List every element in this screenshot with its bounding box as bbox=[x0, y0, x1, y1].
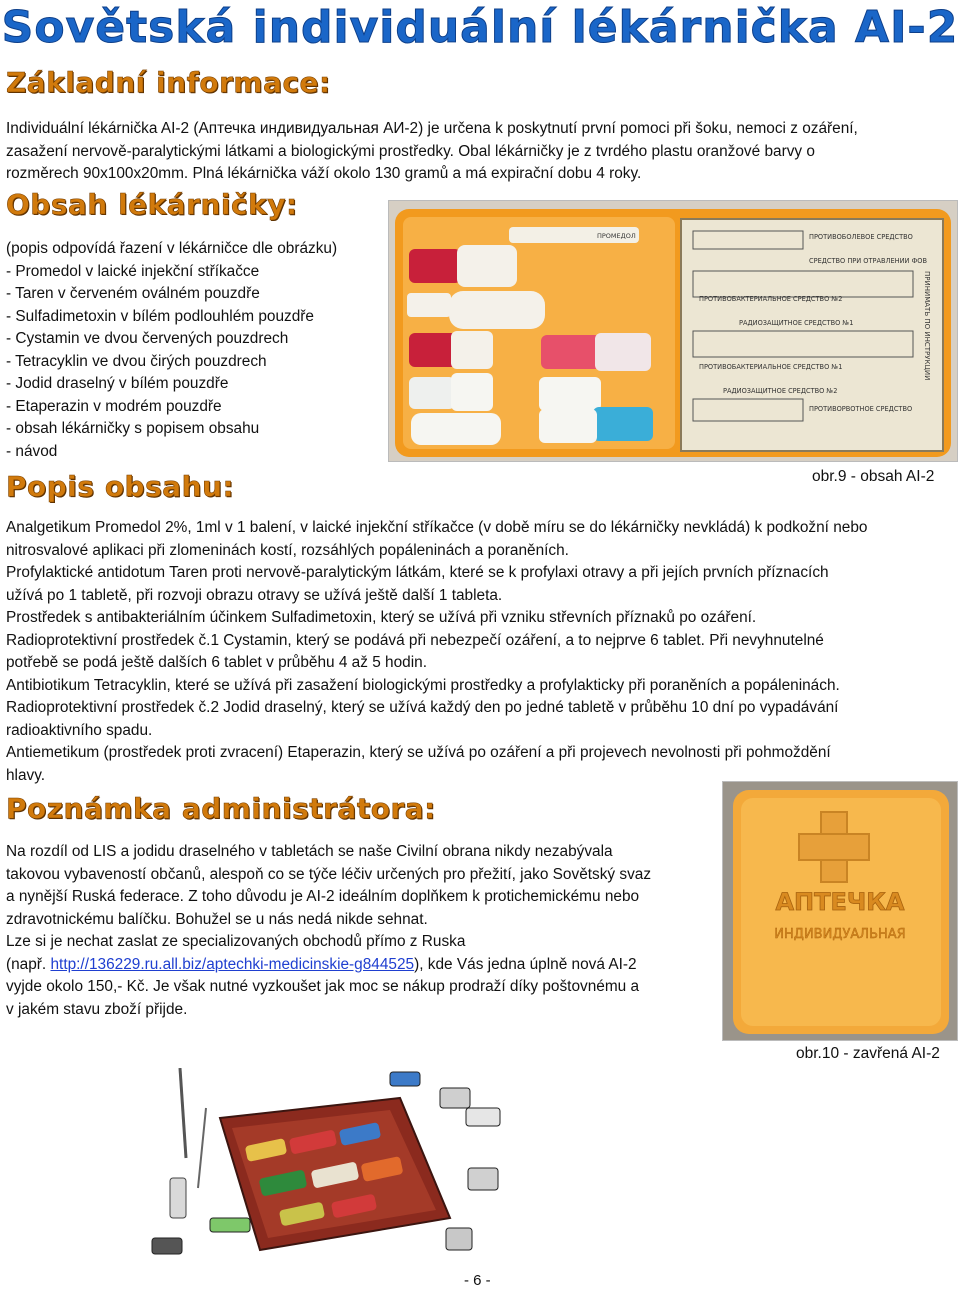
list-item: - obsah lékárničky s popisem obsahu bbox=[6, 420, 260, 437]
admin-line: v jakém stavu zboží přijde. bbox=[6, 1000, 188, 1018]
admin-link-line bbox=[6, 954, 711, 977]
card-label: ПРОТИВОРВОТНОЕ СРЕДСТВО bbox=[809, 405, 913, 413]
illustration-kit-contents bbox=[150, 1068, 520, 1260]
admin-line: takovou vybaveností občanů, alespoň co se týče léčiv určených pro přežití, jako Sovětský svaz bbox=[6, 865, 652, 883]
admin-line: Na rozdíl od LIS a jodidu draselného v tabletách se naše Civilní obrana nikdy nezabývala bbox=[6, 843, 613, 860]
photo-open-kit bbox=[388, 200, 958, 462]
description-line: Antibiotikum Tetracyklin, které se užívá při zasažení biologickými prostředky a profylakticky při poraněních a popáleninách. bbox=[6, 676, 840, 694]
description-line: Analgetikum Promedol 2%, 1ml v 1 balení, v laické injekční stříkačce (v době míru se do lékárničky nevkládá) k podkožní nebo bbox=[6, 519, 868, 536]
page-title: Sovětská individuální lékárnička AI-2 bbox=[1, 2, 959, 53]
admin-line: a nynější Ruská federace. Z toho důvodu je AI-2 ideálním doplňkem k protichemickému nebo bbox=[6, 888, 640, 905]
card-label: ПРОТИВОБОЛЕВОЕ СРЕДСТВО bbox=[809, 233, 913, 241]
list-item: - Cystamin ve dvou červených pouzdrech bbox=[6, 330, 289, 347]
admin-line: vyjde okolo 150,- Kč. Je však nutné vyzkoušet jak moc se nákup prodraží díky poštovnému a bbox=[6, 978, 640, 995]
ampoule-label: ПРОМЕДОЛ bbox=[597, 232, 636, 240]
description-line: potřebě se podá ještě dalších 6 tablet v průběhu 4 až 5 hodin. bbox=[6, 654, 427, 671]
intro-line: Individuální lékárnička AI-2 (Аптечка индивидуальная АИ-2) je určena k poskytnutí první pomoci při šoku, nemoci z ozáření, bbox=[6, 120, 858, 137]
list-item: - Promedol v laické injekční stříkačce bbox=[6, 262, 260, 280]
list-item: - Tetracyklin ve dvou čirých pouzdrech bbox=[6, 352, 267, 370]
admin-paragraph bbox=[6, 841, 711, 1021]
list-item: - Taren v červeném oválném pouzdře bbox=[6, 285, 260, 302]
card-side-label: ПРИНИМАТЬ ПО ИНСТРУКЦИИ bbox=[923, 271, 931, 381]
description-line: Profylaktické antidotum Taren proti nervově-paralytickým látkám, které se k profylaxi otravy a při jejích prvních příznacích bbox=[6, 564, 829, 581]
closed-label-1: АПТЕЧКА bbox=[775, 888, 905, 916]
description-line: Radioprotektivní prostředek č.2 Jodid draselný, který se užívá každý den po jedné tabletě v průběhu 10 dní po vypadávání bbox=[6, 699, 839, 716]
heading-basic-info: Základní informace: bbox=[6, 66, 331, 99]
heading-admin-note: Poznámka administrátora: bbox=[6, 792, 436, 825]
list-item: (popis odpovídá řazení v lékárničce dle obrázku) bbox=[6, 240, 338, 257]
admin-line: Lze si je nechat zaslat ze specializovaných obchodů přímo z Ruska bbox=[6, 933, 466, 950]
photo-closed-kit bbox=[722, 781, 958, 1041]
shop-link[interactable]: http://136229.ru.all.biz/aptechki-medicinskie-g844525 bbox=[50, 955, 415, 973]
description-line: nitrosvalové aplikaci při zlomeninách kostí, rozsáhlých popáleninách a poraněních. bbox=[6, 541, 569, 559]
card-label: РАДИОЗАЩИТНОЕ СРЕДСТВО №2 bbox=[723, 387, 838, 395]
link-suffix: ), kde Vás jedna úplně nová AI-2 bbox=[414, 955, 637, 973]
admin-line: zdravotnickému balíčku. Bohužel se u nás nedá nikde sehnat. bbox=[6, 910, 428, 928]
card-label: ПРОТИВОБАКТЕРИАЛЬНОЕ СРЕДСТВО №2 bbox=[699, 295, 843, 303]
intro-line: rozměrech 90x100x20mm. Plná lékárnička váží okolo 130 gramů a má expirační dobu 4 roky. bbox=[6, 165, 642, 182]
caption-fig9: obr.9 - obsah AI-2 bbox=[812, 468, 935, 485]
caption-fig10: obr.10 - zavřená AI-2 bbox=[796, 1045, 940, 1062]
card-label: СРЕДСТВО ПРИ ОТРАВЛЕНИИ ФОВ bbox=[809, 257, 927, 265]
closed-label-2: ИНДИВИДУАЛЬНАЯ bbox=[774, 927, 906, 942]
page-number: - 6 - bbox=[464, 1272, 491, 1289]
description-line: Antiemetikum (prostředek proti zvracení) Etaperazin, který se užívá po ozáření a při projevech nevolnosti při pohmoždění bbox=[6, 744, 831, 761]
card-label: РАДИОЗАЩИТНОЕ СРЕДСТВО №1 bbox=[739, 319, 854, 327]
link-prefix: (např. bbox=[6, 955, 51, 973]
description-line: hlavy. bbox=[6, 766, 46, 784]
description-paragraph bbox=[6, 517, 956, 787]
list-item: - Etaperazin v modrém pouzdře bbox=[6, 397, 222, 415]
description-line: užívá po 1 tabletě, při rozvoji obrazu otravy se užívá ještě další 1 tableta. bbox=[6, 586, 503, 604]
heading-description: Popis obsahu: bbox=[6, 470, 235, 503]
heading-contents: Obsah lékárničky: bbox=[6, 188, 298, 221]
description-line: Prostředek s antibakteriálním účinkem Sulfadimetoxin, který se užívá při vzniku střevních příznaků po ozáření. bbox=[6, 609, 757, 626]
description-line: Radioprotektivní prostředek č.1 Cystamin, který se podává při nebezpečí ozáření, a to nejprve 6 tablet. Při nevyhnutelné bbox=[6, 631, 824, 649]
card-label: ПРОТИВОБАКТЕРИАЛЬНОЕ СРЕДСТВО №1 bbox=[699, 363, 843, 371]
contents-list bbox=[6, 238, 386, 463]
description-line: radioaktivního spadu. bbox=[6, 721, 153, 739]
list-item: - Sulfadimetoxin v bílém podlouhlém pouzdře bbox=[6, 307, 314, 325]
list-item: - návod bbox=[6, 442, 58, 460]
intro-line: zasažení nervově-paralytickými látkami a biologickými prostředky. Obal lékárničky je z tvrdého plastu oranžové barvy o bbox=[6, 142, 815, 160]
intro-paragraph bbox=[6, 118, 956, 186]
list-item: - Jodid draselný v bílém pouzdře bbox=[6, 375, 229, 392]
